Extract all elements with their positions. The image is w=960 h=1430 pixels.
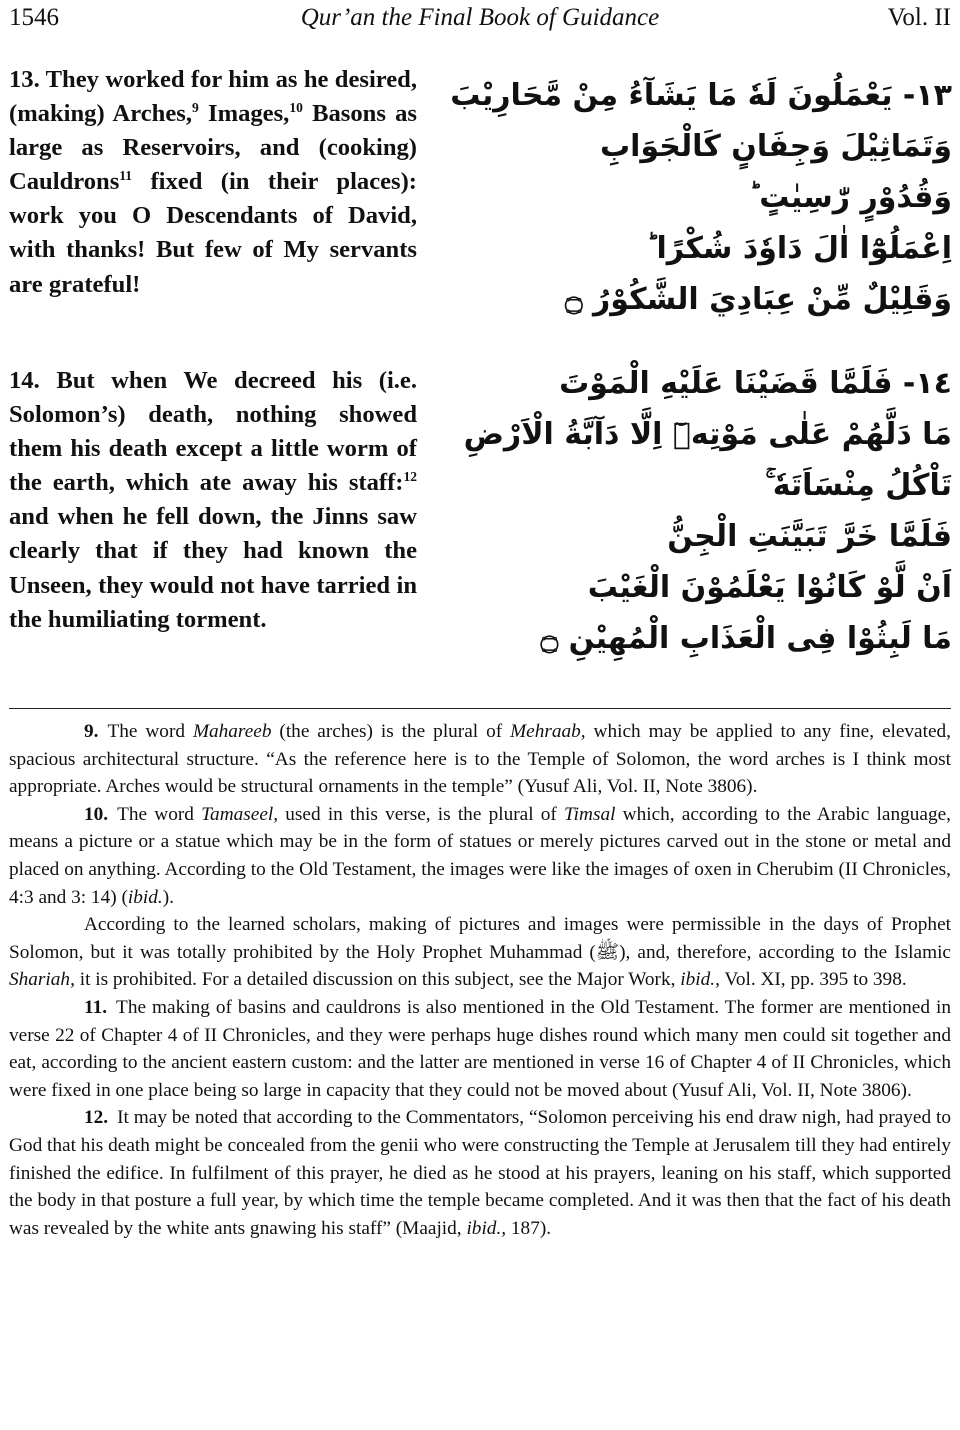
arabic-line: مَا دَلَّهُمْ عَلٰى مَوْتِهٖٓ اِلَّا دَآبَّةُ الْاَرْضِ xyxy=(463,417,952,452)
arabic-line: ١٣- يَعْمَلُونَ لَهٗ مَا يَشَآءُ مِنْ مَّحَارِيْبَ xyxy=(450,78,952,113)
arabic-line: وَقَلِيْلٌ مِّنْ عِبَادِيَ الشَّكُوْرُ ۝ xyxy=(565,282,952,317)
arabic-line: اِعْمَلُوْٓا اٰلَ دَاوٗدَ شُكْرًا ؕ xyxy=(646,231,952,266)
verse-13-text: 13. They worked for him as he desired, (making) Arches,$^9$ Images,$^{10}$ Basons as large as Reservoirs, and (cooking) Cauldrons$^{11}$ fixed (in their places): work you O Descendants of David, with thanks! But few of My servants are grateful! xyxy=(9,66,418,298)
section-divider xyxy=(9,708,951,709)
footnote-ref-12: 12 xyxy=(403,469,417,485)
honorific-glyph: ﷺ xyxy=(595,941,620,963)
page-header xyxy=(9,4,951,34)
book-title: Qur’an the Final Book of Guidance xyxy=(300,4,660,31)
page-number: 1546 xyxy=(9,4,59,31)
footnotes xyxy=(9,718,951,1242)
footnote-12: 12. It may be noted that according to the Commentators, “Solomon perceiving his end draw nigh, had prayed to God that his death might be concealed from the genii who were constructing the Temple at Jerusalem till they had entirely finished the edifice. In fulfilment of this prayer, he died as he stood at his prayers, leaning on his staff, which supported the body in that posture a full year, by which time the temple became completed. And it was then that the fact of his death was revealed by the white ants gnawing his staff” (Maajid, ibid., 187). xyxy=(9,1107,951,1239)
footnote-ref-11: 11 xyxy=(119,168,133,184)
verse-14-arabic xyxy=(463,358,952,664)
footnote-9: 9. The word Mahareeb (the arches) is the plural of Mehraab, which may be applied to any fine, elevated, spacious architectural structure. “As the reference here is to the Temple of Solomon, the word arches is I think most appropriate. Arches would be structural ornaments in the temple” (Yusuf Ali, Vol. II, Note 3806). xyxy=(9,721,951,798)
arabic-line: ١٤- فَلَمَّا قَضَيْنَا عَلَيْهِ الْمَوْتَ xyxy=(559,366,952,401)
arabic-line: اَنْ لَّوْ كَانُوْا يَعْلَمُوْنَ الْغَيْبَ xyxy=(587,570,952,605)
footnote-ref-9: 9 xyxy=(192,99,199,115)
footnote-ref-10: 10 xyxy=(289,99,303,115)
verse-14-text: 14. But when We decreed his (i.e. Solomon’s) death, nothing showed them his death except a little worm of the earth, which ate away his staff:$^{12}$ and when he fell down, the Jinns saw clearly that if they had known the Unseen, they would not have tarried in the humiliating torment. xyxy=(9,367,417,633)
arabic-line: مَا لَبِثُوْا فِى الْعَذَابِ الْمُهِيْنِ ۝ xyxy=(540,621,952,656)
arabic-line: فَلَمَّا خَرَّ تَبَيَّنَتِ الْجِنُّ xyxy=(667,519,952,554)
verse-13-translation xyxy=(9,63,417,302)
footnote-number: 10. xyxy=(84,803,109,825)
footnote-10-continued: According to the learned scholars, making of pictures and images were permissible in the days of Prophet Solomon, but it was totally prohibited by the Holy Prophet Muhammad (ﷺ), and, therefore, according to the Islamic Shariah, it is prohibited. For a detailed discussion on this subject, see the Major Work, ibid., Vol. XI, pp. 395 to 398. xyxy=(9,914,951,991)
arabic-line: وَتَمَاثِيْلَ وَجِفَانٍ كَالْجَوَابِ xyxy=(599,129,952,164)
arabic-line: تَاْكُلُ مِنْسَاَتَهٗ ۚ xyxy=(765,468,952,503)
footnote-11: 11. The making of basins and cauldrons is also mentioned in the Old Testament. The former are mentioned in verse 22 of Chapter 4 of II Chronicles, and they were perhaps huge dishes round which many men could sit together and eat, according to the ancient eastern custom: and the latter are mentioned in verse 16 of Chapter 4 of II Chronicles, which were fixed in one place being so large in capacity that they could not be moved about (Yusuf Ali, Vol. II, Note 3806). xyxy=(9,996,951,1101)
footnote-number: 12. xyxy=(84,1107,109,1129)
volume-label: Vol. II xyxy=(887,4,951,31)
verse-14-translation xyxy=(9,364,417,637)
footnote-number: 11. xyxy=(84,996,108,1018)
footnote-number: 9. xyxy=(84,721,99,742)
footnote-10: 10. The word Tamaseel, used in this verse, is the plural of Timsal which, according to the Arabic language, means a picture or a statue which may be in the form of statues or merely pictures carved out in the stone or metal and placed on anything. According to the Old Testament, the images were like the images of oxen in Cherubim (II Chronicles, 4:3 and 3: 14) (ibid.). xyxy=(9,803,951,908)
verse-13-arabic xyxy=(450,70,952,325)
arabic-line: وَقُدُوْرٍ رّٰسِيٰتٍ ؕ xyxy=(748,180,952,215)
